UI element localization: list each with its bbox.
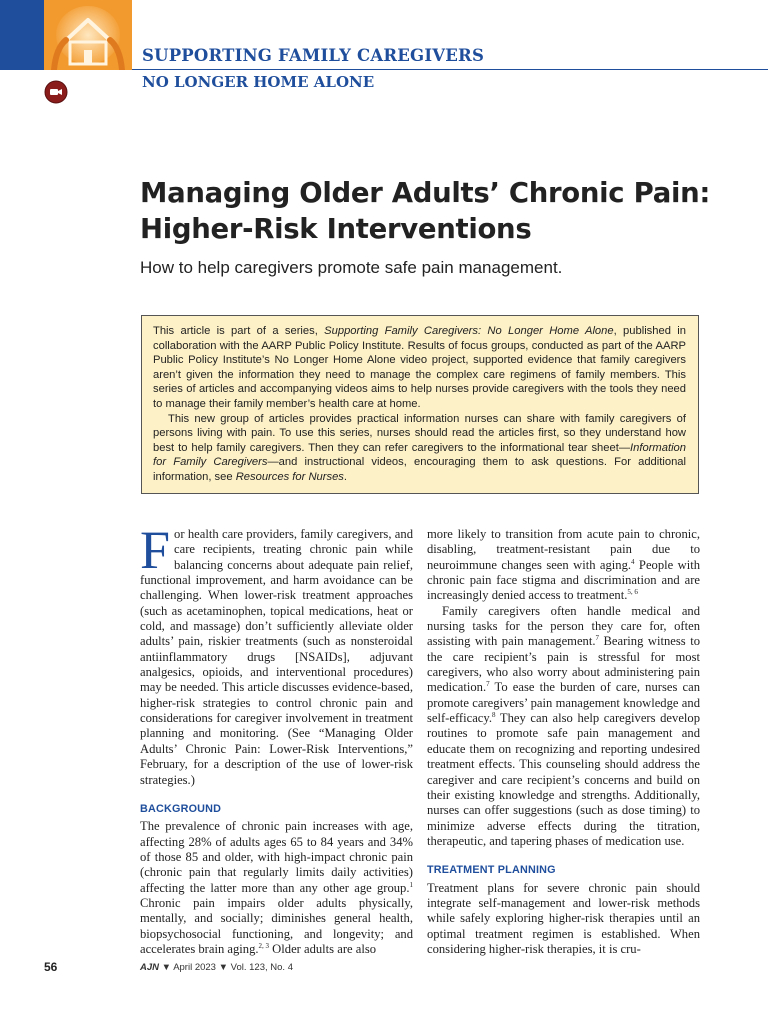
volume-issue: Vol. 123, No. 4 <box>230 962 293 973</box>
series-name: Supporting Family Caregivers: No Longer Home Alone <box>324 325 614 337</box>
footer-separator: ▼ <box>161 962 172 973</box>
series-title: SUPPORTING FAMILY CAREGIVERS <box>142 46 485 65</box>
journal-name: AJN <box>140 962 160 973</box>
body-column-right <box>427 527 700 957</box>
header-blue-block <box>0 0 44 70</box>
header-rule <box>132 69 768 70</box>
background-paragraph-continued: more likely to transition from acute pain to chronic, disabling, treatment-resistant pain due to neuroimmune changes seen with aging.$^4$ People with chronic pain face stigma and discrimination and are increasingly denied access to treatment.$^{5, 6}$ <box>427 527 701 603</box>
treatment-planning-paragraph: Treatment plans for severe chronic pain should integrate self-management and lower-risk methods while safely exploring higher-risk therapies until an optimal treatment regimen is established. When considering higher-risk therapies, it is cru- <box>427 880 700 956</box>
background-paragraph: The prevalence of chronic pain increases with age, affecting 28% of adults ages 65 to 84 years and 34% of those 85 and older, with high-impact chronic pain (chronic pain that regularly limits daily activities) affecting the latter more than any other age group.$^1$ Chronic pain impairs older adults physically, mentally, and socially; diminishes general health, biopsychosocial functioning, and longevity; and accelerates brain aging.$^{2, 3}$ Older adults are also <box>140 819 413 956</box>
body-column-left <box>140 520 413 957</box>
family-caregivers-paragraph: Family caregivers often handle medical and nursing tasks for the person they care for, often assisting with pain management.$^7$ Bearing witness to the care recipient’s pain is stressful for most caregivers, who also worry about administering pain medication.$^7$ To ease the burden of care, nurses can promote caregivers’ pain management knowledge and self-efficacy.$^8$ They can also help caregivers develop routines to promote safe pain management and educate them on recognizing and reporting undesired treatment effects. This counseling should address the caregiver and care recipient’s concerns and build on their existing knowledge and strengths. Additionally, nurses can offer suggestions (such as dose timing) to minimize adverse effects during the titration, therapeutic, and tapering phases of medication use. <box>427 603 700 848</box>
journal-footer <box>140 962 293 973</box>
note-paragraph-1: This article is part of a series, Supporting Family Caregivers: No Longer Home Alone, published in collaboration with the AARP Public Policy Institute. Results of focus groups, conducted as part of the AARP Public Policy Institute’s No Longer Home Alone video project, supported evidence that family caregivers aren’t given the information they need to manage the complex care regimens of family members. This series of articles and accompanying videos aims to help nurses provide caregivers with the tools they need to manage their family member’s health care at home. <box>153 325 686 410</box>
article-title <box>140 175 710 247</box>
section-heading-background: BACKGROUND <box>140 802 222 815</box>
section-heading-treatment-planning: TREATMENT PLANNING <box>427 864 556 877</box>
page-number: 56 <box>44 960 58 974</box>
video-camera-icon[interactable] <box>44 80 68 104</box>
series-logo <box>44 0 132 70</box>
article-title-line1: Managing Older Adults’ Chronic Pain: <box>140 177 711 209</box>
house-hands-icon <box>44 0 132 70</box>
footer-separator: ▼ <box>218 962 229 973</box>
resources-link: Resources for Nurses <box>235 470 344 483</box>
intro-paragraph: For health care providers, family caregivers, and care recipients, treating chronic pain while balancing concerns about adequate pain relief, functional improvement, and harm avoidance can be challenging. When lower-risk treatment approaches (such as acetaminophen, topical medications, heat or cold, and massage) don’t sufficiently alleviate older adults’ pain, riskier treatments (such as nonsteroidal antiinflammatory drugs [NSAIDs], adjuvant analgesics, opioids, and interventional procedures) may be needed. This article discusses evidence-based, higher-risk strategies to control chronic pain and considerations for caregiver involvement in treatment planning and monitoring. (See “Managing Older Adults’ Chronic Pain: Lower-Risk Interventions,” February, for a description of the use of lower-risk strategies.) <box>140 520 413 787</box>
note-paragraph-2: This new group of articles provides practical information nurses can share with family caregivers of persons living with pain. To use this series, nurses should read the articles first, so they understand how best to help family caregivers. Then they can refer caregivers to the informational tear sheet—Information for Family Caregivers—and instructional videos, encouraging them to ask questions. For additional information, see Resources for Nurses. <box>153 412 686 483</box>
drop-cap: F <box>140 520 171 580</box>
issue-date: April 2023 <box>173 962 216 973</box>
article-title-line2: Higher-Risk Interventions <box>140 213 532 245</box>
tear-sheet-title: Information for Family Caregivers <box>153 441 686 469</box>
article-deck: How to help caregivers promote safe pain management. <box>140 258 563 277</box>
series-note-box <box>141 315 699 494</box>
series-subtitle: NO LONGER HOME ALONE <box>142 73 375 91</box>
